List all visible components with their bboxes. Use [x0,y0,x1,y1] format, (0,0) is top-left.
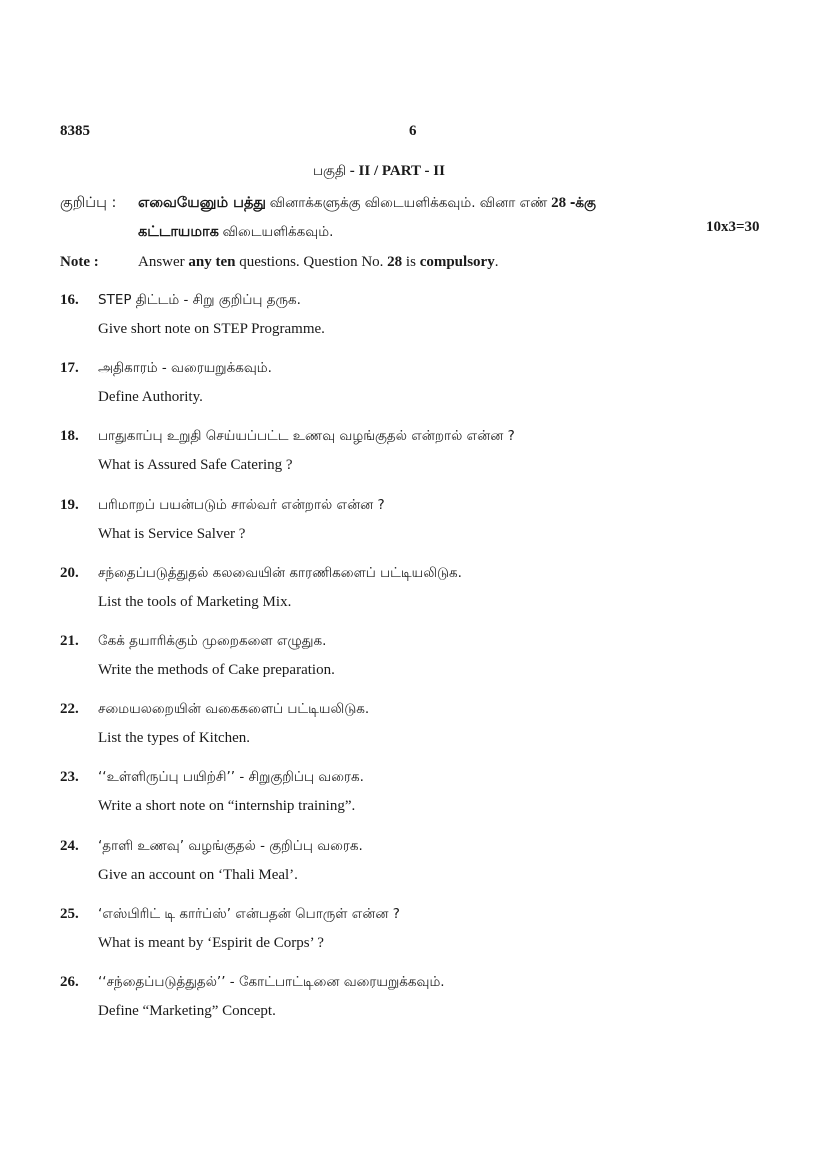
english-note: Answer any ten questions. Question No. 28 is compulsory. [138,254,499,270]
question-tamil: பாதுகாப்பு உறுதி செய்யப்பட்ட உணவு வழங்குதல் என்றால் என்ன ? [98,428,515,445]
tamil-note-text: எவையேனும் பத்து வினாக்களுக்கு விடையளிக்கவும். வினா எண் 28 -க்கு [138,195,596,211]
question-english: What is Assured Safe Catering ? [98,457,293,474]
paper-code: 8385 [60,123,90,139]
question-english: Give an account on ‘Thali Meal’. [98,866,298,883]
question-number: 26. [60,974,79,990]
question-tamil: கேக் தயாரிக்கும் முறைகளை எழுதுக. [98,633,327,649]
question-tamil: ‘‘உள்ளிருப்பு பயிற்சி’’ - சிறுகுறிப்பு வரைக. [98,769,364,786]
question-number: 20. [60,564,79,581]
question-number: 25. [60,905,79,922]
tamil-note-line1: குறிப்பு : [60,195,117,211]
marks: 10x3=30 [706,219,760,235]
question-tamil: சமையலறையின் வகைகளைப் பட்டியலிடுக. [98,701,370,718]
question-english: Define Authority. [98,389,203,406]
question-number: 19. [60,496,79,513]
question-tamil: ‘‘சந்தைப்படுத்துதல்’’ - கோட்பாட்டினை வரையறுக்கவும். [98,974,445,990]
question-english: Give short note on STEP Programme. [98,321,325,337]
part-title: பகுதி - II / PART - II [313,163,445,179]
question-english: What is Service Salver ? [98,525,246,542]
question-tamil: அதிகாரம் - வரையறுக்கவும். [98,360,272,377]
question-english: Define “Marketing” Concept. [98,1003,276,1019]
question-number: 23. [60,769,79,786]
question-english: Write the methods of Cake preparation. [98,662,335,678]
question-number: 16. [60,292,79,308]
question-number: 22. [60,701,79,718]
question-tamil: பரிமாறப் பயன்படும் சால்வர் என்றால் என்ன ? [98,496,385,513]
question-english: List the types of Kitchen. [98,730,251,747]
tamil-note-line2: கட்டாயமாக விடையளிக்கவும். [138,224,334,240]
question-number: 17. [60,360,79,377]
question-english: What is meant by ‘Espirit de Corps’ ? [98,934,324,951]
question-english: Write a short note on “internship training”. [98,798,356,815]
question-number: 21. [60,633,79,649]
question-english: List the tools of Marketing Mix. [98,593,292,610]
question-tamil: STEP திட்டம் - சிறு குறிப்பு தருக. [98,292,301,308]
question-tamil: ‘தாளி உணவு’ வழங்குதல் - குறிப்பு வரைக. [98,837,363,854]
question-number: 24. [60,837,79,854]
question-tamil: ‘எஸ்பிரிட் டி கார்ப்ஸ்’ என்பதன் பொருள் என்ன ? [98,905,400,922]
question-number: 18. [60,428,79,445]
page-number: 6 [409,123,417,139]
note-label: Note : [60,254,99,270]
question-tamil: சந்தைப்படுத்துதல் கலவையின் காரணிகளைப் பட்டியலிடுக. [98,564,462,581]
